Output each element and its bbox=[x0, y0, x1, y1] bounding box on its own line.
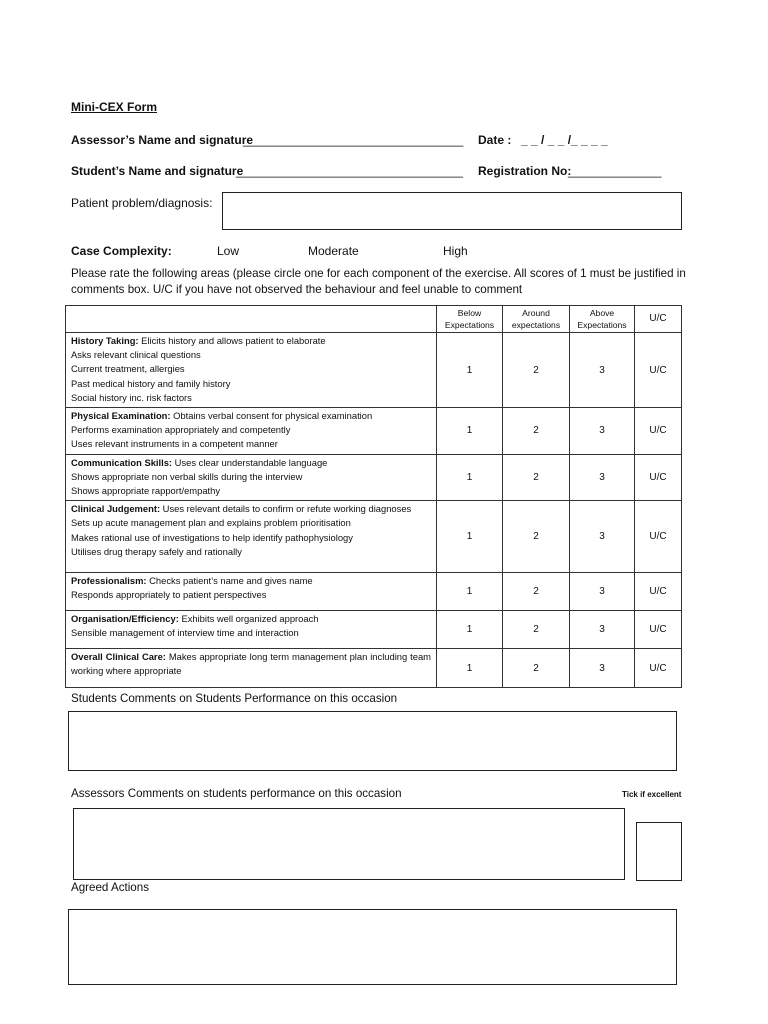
row-first-line: Uses clear understandable language bbox=[172, 456, 328, 468]
student-signature-line[interactable]: __________________________________ bbox=[236, 164, 463, 178]
complexity-low[interactable]: Low bbox=[217, 244, 240, 258]
form-title: Mini-CEX Form bbox=[71, 100, 157, 114]
row-line: Shows appropriate rapport/empathy bbox=[71, 485, 221, 497]
row-first-line: Makes appropriate long term management plan including team working where appropriate bbox=[71, 651, 431, 677]
assessor-comments-label: Assessors Comments on students performance on this occasion bbox=[71, 787, 402, 800]
score-2[interactable]: 2 bbox=[503, 454, 570, 501]
problem-label: Patient problem/diagnosis: bbox=[71, 196, 213, 210]
score-1[interactable]: 1 bbox=[437, 333, 503, 408]
row-line: Shows appropriate non verbal skills during the interview bbox=[71, 470, 303, 482]
header-around: Around expectations bbox=[503, 306, 570, 333]
score-3[interactable]: 3 bbox=[570, 333, 635, 408]
date-field[interactable]: _ _ / _ _ /_ _ _ _ bbox=[521, 133, 608, 147]
header-uc: U/C bbox=[635, 306, 682, 333]
score-1[interactable]: 1 bbox=[437, 501, 503, 573]
row-line: Uses relevant instruments in a competent manner bbox=[71, 438, 278, 450]
row-first-line: Elicits history and allows patient to elaborate bbox=[138, 335, 326, 346]
row-description bbox=[66, 649, 437, 688]
row-line: Asks relevant clinical questions bbox=[71, 349, 201, 361]
score-1[interactable]: 1 bbox=[437, 611, 503, 649]
row-heading: Physical Examination: bbox=[71, 410, 171, 422]
score-uc[interactable]: U/C bbox=[635, 573, 682, 611]
agreed-actions-box[interactable] bbox=[68, 909, 677, 985]
row-description bbox=[66, 611, 437, 649]
row-description bbox=[66, 454, 437, 501]
table-row bbox=[66, 573, 682, 611]
row-heading: Organisation/Efficiency: bbox=[71, 613, 179, 625]
row-line: Past medical history and family history bbox=[71, 377, 231, 389]
score-2[interactable]: 2 bbox=[503, 501, 570, 573]
table-row bbox=[66, 611, 682, 649]
row-first-line: Obtains verbal consent for physical examination bbox=[170, 410, 373, 422]
assessor-comments-box[interactable] bbox=[73, 808, 625, 880]
row-first-line: Exhibits well organized approach bbox=[178, 613, 319, 625]
score-3[interactable]: 3 bbox=[570, 649, 635, 688]
score-1[interactable]: 1 bbox=[437, 573, 503, 611]
row-first-line: Checks patient’s name and gives name bbox=[146, 575, 313, 587]
problem-box[interactable] bbox=[222, 192, 682, 230]
rating-table bbox=[65, 305, 682, 688]
table-header-row bbox=[66, 306, 682, 333]
table-row bbox=[66, 649, 682, 688]
table-row bbox=[66, 408, 682, 455]
row-heading: History Taking: bbox=[71, 335, 139, 346]
score-3[interactable]: 3 bbox=[570, 573, 635, 611]
score-2[interactable]: 2 bbox=[503, 333, 570, 408]
row-line: Performs examination appropriately and competently bbox=[71, 424, 291, 436]
score-2[interactable]: 2 bbox=[503, 573, 570, 611]
row-description bbox=[66, 333, 437, 408]
registration-line[interactable]: ______________ bbox=[568, 164, 662, 178]
row-line: Utilises drug therapy safely and rationally bbox=[71, 545, 242, 557]
row-description bbox=[66, 408, 437, 455]
instructions: Please rate the following areas (please circle one for each component of the exercise. All scores of 1 must be justified in comments box. U/C if you have not observed the behaviour and feel unable to comment bbox=[71, 267, 686, 296]
registration-label: Registration No: bbox=[478, 164, 572, 178]
score-uc[interactable]: U/C bbox=[635, 649, 682, 688]
table-row bbox=[66, 454, 682, 501]
score-3[interactable]: 3 bbox=[570, 501, 635, 573]
score-uc[interactable]: U/C bbox=[635, 408, 682, 455]
row-heading: Communication Skills: bbox=[71, 456, 173, 468]
row-description bbox=[66, 501, 437, 573]
header-below: Below Expectations bbox=[437, 306, 503, 333]
row-heading: Clinical Judgement: bbox=[71, 503, 161, 515]
score-2[interactable]: 2 bbox=[503, 649, 570, 688]
row-first-line: Uses relevant details to confirm or refute working diagnoses bbox=[160, 503, 412, 515]
student-label: Student’s Name and signature bbox=[71, 164, 244, 178]
row-heading: Professionalism: bbox=[71, 575, 147, 587]
date-label: Date : bbox=[478, 133, 512, 147]
complexity-high[interactable]: High bbox=[443, 244, 468, 258]
score-1[interactable]: 1 bbox=[437, 649, 503, 688]
assessor-label: Assessor’s Name and signature bbox=[71, 133, 254, 147]
tick-excellent-box[interactable] bbox=[636, 822, 682, 881]
score-3[interactable]: 3 bbox=[570, 408, 635, 455]
complexity-label: Case Complexity: bbox=[71, 244, 172, 258]
score-uc[interactable]: U/C bbox=[635, 501, 682, 573]
score-uc[interactable]: U/C bbox=[635, 611, 682, 649]
student-comments-box[interactable] bbox=[68, 711, 677, 771]
row-line: Current treatment, allergies bbox=[71, 363, 185, 375]
header-above: Above Expectations bbox=[570, 306, 635, 333]
score-3[interactable]: 3 bbox=[570, 454, 635, 501]
score-uc[interactable]: U/C bbox=[635, 454, 682, 501]
header-blank bbox=[66, 306, 437, 333]
agreed-actions-label: Agreed Actions bbox=[71, 881, 149, 894]
score-2[interactable]: 2 bbox=[503, 408, 570, 455]
score-2[interactable]: 2 bbox=[503, 611, 570, 649]
score-uc[interactable]: U/C bbox=[635, 333, 682, 408]
table-row bbox=[66, 501, 682, 573]
row-description bbox=[66, 573, 437, 611]
row-line: Sensible management of interview time and interaction bbox=[71, 627, 299, 639]
tick-excellent-label: Tick if excellent bbox=[622, 790, 682, 799]
score-3[interactable]: 3 bbox=[570, 611, 635, 649]
score-1[interactable]: 1 bbox=[437, 454, 503, 501]
student-comments-label: Students Comments on Students Performance on this occasion bbox=[71, 692, 398, 705]
assessor-signature-line[interactable]: _________________________________ bbox=[243, 133, 464, 147]
row-line: Makes rational use of investigations to help identify pathophysiology bbox=[71, 531, 353, 543]
table-row bbox=[66, 333, 682, 408]
score-1[interactable]: 1 bbox=[437, 408, 503, 455]
complexity-moderate[interactable]: Moderate bbox=[308, 244, 359, 258]
row-line: Social history inc. risk factors bbox=[71, 391, 192, 403]
row-line: Responds appropriately to patient perspectives bbox=[71, 589, 267, 601]
row-line: Sets up acute management plan and explains problem prioritisation bbox=[71, 517, 351, 529]
row-heading: Overall Clinical Care: bbox=[71, 651, 166, 663]
